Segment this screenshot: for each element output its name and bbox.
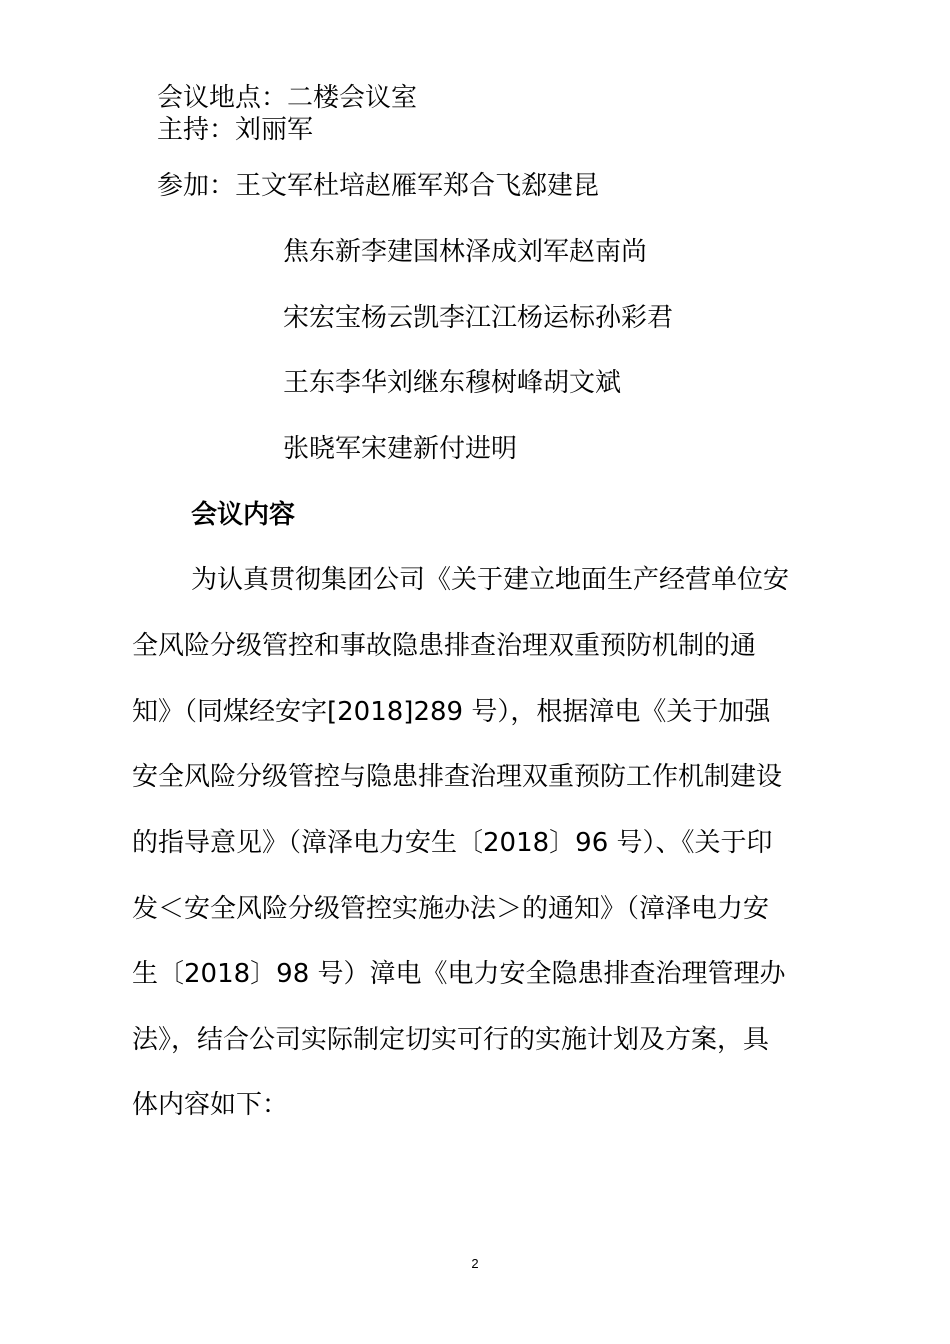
body-line: 安全风险分级管控与隐患排查治理双重预防工作机制建设 — [132, 762, 783, 792]
body-line: 法》，结合公司实际制定切实可行的实施计划及方案，具 — [132, 1025, 770, 1055]
body-line: 生〔2018〕98 号）漳电《电力安全隐患排查治理管理办 — [132, 959, 786, 989]
body-line: 知》（同煤经安字[2018]289 号），根据漳电《关于加强 — [132, 697, 771, 727]
body-line: 为认真贯彻集团公司《关于建立地面生产经营单位安 — [191, 565, 790, 595]
participants-line: 参加：王文军杜培赵雁军郑合飞郄建昆 — [157, 171, 600, 201]
section-heading: 会议内容 — [191, 500, 296, 530]
page-number: 2 — [471, 1256, 479, 1271]
participants-line: 宋宏宝杨云凯李江江杨运标孙彩君 — [283, 303, 674, 333]
body-line: 的指导意见》（漳泽电力安生〔2018〕96 号）、《关于印 — [132, 828, 773, 858]
participants-line: 焦东新李建国林泽成刘军赵南尚 — [283, 237, 648, 267]
body-line: 发＜安全风险分级管控实施办法＞的通知》（漳泽电力安 — [132, 894, 770, 924]
meeting-host: 主持：刘丽军 — [157, 115, 314, 145]
body-line: 体内容如下： — [132, 1090, 289, 1120]
meeting-location: 会议地点：二楼会议室 — [157, 83, 418, 113]
participants-line: 王东李华刘继东穆树峰胡文斌 — [283, 368, 622, 398]
body-line: 全风险分级管控和事故隐患排查治理双重预防机制的通 — [132, 631, 757, 661]
participants-line: 张晓军宋建新付进明 — [283, 434, 518, 464]
